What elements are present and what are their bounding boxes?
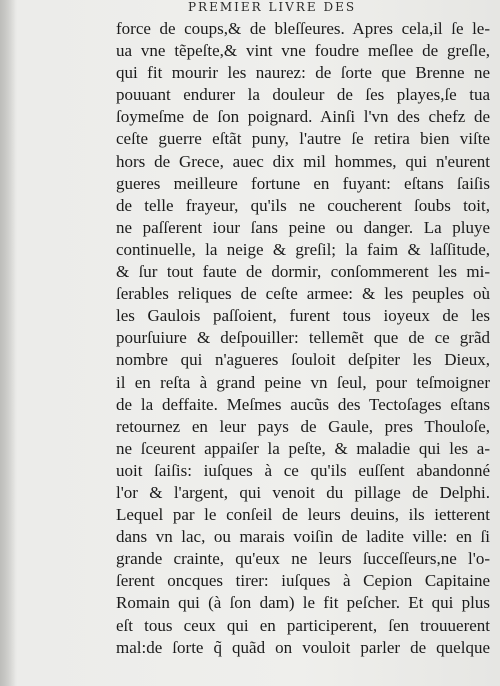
text-line: ua vne tẽpeſte,& vint vne foudre meſlee de greſle,: [116, 41, 490, 61]
text-line: de telle frayeur, qu'ils ne coucherent ſoubs toit,: [116, 195, 490, 215]
text-line: pourſuiure & deſpouiller: tellemẽt que de ce grãd: [116, 328, 490, 348]
text-line: continuelle, la neige & greſil; la faim & laſſitude,: [116, 239, 490, 259]
text-line: l'or & l'argent, qui venoit du pillage de Delphi.: [116, 482, 490, 502]
text-line: force de coups,& de bleſſeures. Apres cela,il ſe le-: [116, 19, 490, 38]
running-head: [0, 0, 500, 14]
text-line: mal:de ſorte q̃ quãd on vouloit parler de quelque: [116, 637, 490, 657]
text-line: ſoymeſme de ſon poignard. Ainſi l'vn des chefz de: [116, 107, 490, 127]
text-line: les Gaulois paſſoient, furent tous ioyeux de les: [116, 306, 490, 326]
text-line: Romain qui (à ſon dam) le fit peſcher. Et qui plus: [116, 593, 490, 613]
text-line: grande crainte, qu'eux ne leurs ſucceſſeurs,ne l'o-: [116, 549, 490, 569]
text-line: ne paſſerent iour ſans peine ou danger. La pluye: [116, 217, 490, 237]
gutter-shadow: [0, 0, 16, 686]
body-text: [116, 18, 490, 659]
text-line: ſerent oncques tirer: iuſques à Cepion Capitaine: [116, 571, 490, 591]
text-line: nombre qui n'agueres ſouloit deſpiter les Dieux,: [116, 350, 490, 370]
text-line: ceſte guerre eſtãt puny, l'autre ſe retira bien viſte: [116, 129, 490, 149]
text-line: & ſur tout faute de dormir, conſommerent les mi-: [116, 262, 490, 282]
text-line: retournez en leur pays de Gaule, pres Thouloſe,: [116, 416, 490, 436]
text-line: dans vn lac, ou marais voiſin de ladite ville: en ſi: [116, 527, 490, 547]
text-line: Lequel par le conſeil de leurs deuins, ils ietterent: [116, 505, 490, 525]
text-line: gueres meilleure fortune en fuyant: eſtans ſaiſis: [116, 173, 490, 193]
text-line: qui fit mourir les naurez: de ſorte que Brenne ne: [116, 63, 490, 83]
text-line: pouuant endurer la douleur de ſes playes,ſe tua: [116, 85, 490, 105]
text-line: uoit ſaiſis: iuſques à ce qu'ils euſſent abandonné: [116, 460, 490, 480]
text-line: ſerables reliques de ceſte armee: & les peuples où: [116, 284, 490, 304]
text-line: ne ſceurent appaiſer la peſte, & maladie qui les a-: [116, 438, 490, 458]
text-line: eſt tous ceux qui en participerent, ſen trouuerent: [116, 615, 490, 635]
text-line: de la deffaite. Meſmes aucũs des Tectoſages eſtans: [116, 394, 490, 414]
text-line: il en reſta à grand peine vn ſeul, pour teſmoigner: [116, 372, 490, 392]
text-line: hors de Grece, auec dix mil hommes, qui n'eurent: [116, 151, 490, 171]
running-head-text: PREMIER LIVRE DES: [187, 0, 357, 14]
